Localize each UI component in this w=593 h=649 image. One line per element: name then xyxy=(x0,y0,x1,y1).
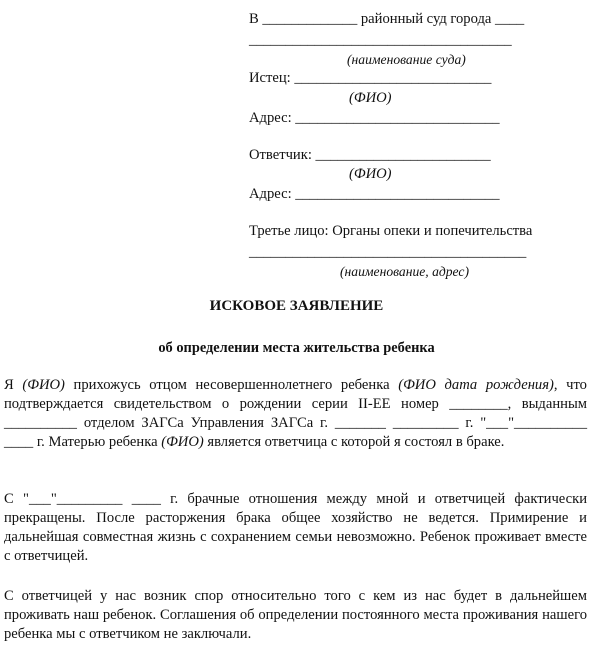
plaintiff-address-line: Адрес: ____________________________ xyxy=(249,110,500,126)
document-title: ИСКОВОЕ ЗАЯВЛЕНИЕ xyxy=(209,298,384,314)
court-line: В _____________ районный суд города ____ xyxy=(249,11,525,27)
paragraph-1 xyxy=(4,376,587,452)
p1-text-3: , что подтверждается свидетельством о рождении серии II-ЕЕ номер ________, выданным __________ отделом ЗАГСа Управления ЗАГСа г. _______ _________ г. "___"__________ ____ г. Матерью ребенка xyxy=(4,377,587,450)
p1-fio-placeholder: (ФИО) xyxy=(22,377,65,393)
defendant-caption: (ФИО) xyxy=(349,166,392,182)
third-party-caption: (наименование, адрес) xyxy=(340,264,469,279)
p1-text-4: является ответчица с которой я состоял в браке. xyxy=(203,434,505,450)
paragraph-2 xyxy=(4,490,587,566)
court-caption: (наименование суда) xyxy=(347,52,466,67)
p1-mother-placeholder: (ФИО) xyxy=(161,434,204,450)
third-party-blank-line: ______________________________________ xyxy=(249,244,527,260)
p1-child-placeholder: (ФИО дата рождения) xyxy=(398,377,554,393)
third-party-line: Третье лицо: Органы опеки и попечительства xyxy=(249,223,533,239)
defendant-line: Ответчик: ________________________ xyxy=(249,147,491,163)
plaintiff-line: Истец: ___________________________ xyxy=(249,70,492,86)
plaintiff-caption: (ФИО) xyxy=(349,90,392,106)
p1-text-1: Я xyxy=(4,377,23,393)
defendant-address-line: Адрес: ____________________________ xyxy=(249,186,500,202)
document-subtitle: об определении места жительства ребенка xyxy=(158,340,435,356)
p1-text-2: прихожусь отцом несовершеннолетнего ребенка xyxy=(64,377,399,393)
paragraph-3 xyxy=(4,587,587,644)
p3-text: С ответчицей у нас возник спор относительно того с кем из нас будет в дальнейшем проживать наш ребенок. Соглашения об определении постоянного места проживания нашего ребенка мы с ответчиком не заключали. xyxy=(4,588,587,642)
p2-text: С "___"_________ ____ г. брачные отношения между мной и ответчицей фактически прекращены. После расторжения брака общее хозяйство не ведется. Примирение и дальнейшая совместная жизнь с сохранением семьи невозможно. Ребенок проживает вместе с ответчицей. xyxy=(4,491,587,564)
court-blank-line: ____________________________________ xyxy=(249,32,512,48)
